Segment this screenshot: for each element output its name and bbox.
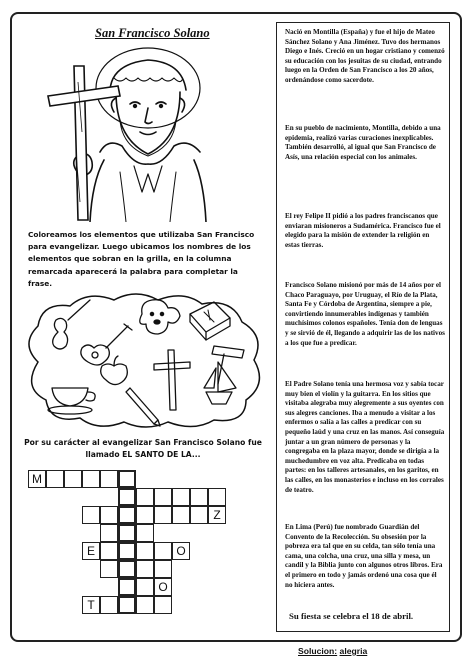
feast-day-text: Su fiesta se celebra el 18 de abril. — [289, 611, 414, 621]
grid-cell[interactable] — [136, 488, 154, 506]
grid-cell-highlight[interactable] — [118, 524, 136, 542]
page-title: San Francisco Solano — [95, 26, 210, 40]
grid-cell[interactable] — [190, 506, 208, 524]
bio-paragraph-lima: En Lima (Perú) fue nombrado Guardián del Convento de la Recolección. Su obsesión por la pobreza era tal que en su celda, tan sólo tenía una cama, una colcha, una cruz, una silla y mesa, un candil y la Biblia junto con algunos otros libros. Era el primero en todo y jamás ordenó una cosa que él no hiciera antes. — [285, 523, 443, 589]
grid-cell[interactable] — [100, 542, 118, 560]
grid-cell[interactable] — [100, 560, 118, 578]
grid-cell[interactable] — [172, 488, 190, 506]
caption-text: Por su carácter al evangelizar San Francisco Solano fue llamado EL SANTO DE LA... — [24, 438, 262, 459]
grid-cell-highlight[interactable] — [118, 578, 136, 596]
grid-cell-highlight[interactable] — [118, 506, 136, 524]
bio-paragraph-origin: Nació en Montilla (España) y fue el hijo de Mateo Sánchez Solano y Ana Jiménez. Tuvo dos hermanos Diego e Inés. Creció en un hogar cristiano y comenzó su educación con los jesuitas de su ciudad, entrando luego en la Orden de San Francisco a los 20 años, ordenándose como sacerdote. — [285, 28, 445, 84]
grid-cell[interactable]: O — [172, 542, 190, 560]
dog-icon — [140, 300, 180, 334]
grid-cell[interactable]: T — [82, 596, 100, 614]
grid-cell[interactable] — [154, 560, 172, 578]
grid-cell[interactable]: O — [154, 578, 172, 596]
grid-cell[interactable] — [46, 470, 64, 488]
grid-cell-highlight[interactable] — [118, 542, 136, 560]
grid-cell[interactable] — [64, 470, 82, 488]
apple-icon — [101, 356, 128, 385]
bio-paragraph-healing: En su pueblo de nacimiento, Montilla, debido a una epidemia, realizó varias curaciones inexplicables. También desarrolló, al igual que San Francisco de Asís, una relación especial con los animales. — [285, 124, 441, 161]
grid-cell[interactable]: Z — [208, 506, 226, 524]
grid-cell[interactable] — [100, 524, 118, 542]
teacup-icon — [48, 388, 95, 414]
guitar-icon — [81, 324, 132, 365]
bio-paragraph-mission: El rey Felipe II pidió a los padres franciscanos que enviaran misioneros a Sudamérica. Francisco fue el elegido para la misión de extender la religión en estas tierras. — [285, 212, 441, 249]
cross-icon — [154, 350, 190, 410]
grid-cell-highlight[interactable] — [118, 596, 136, 614]
bio-paragraph-travels: Francisco Solano misionó por más de 14 años por el Chaco Paraguayo, por Uruguay, el Río de la Plata, Santa Fe y Córdoba de Argentina, siempre a pie, convirtiendo innumerables indígenas y también muchísimos colonos españoles. Tenía don de lenguas y se sirvió de él, llegando a adquirir las de los nativos a los que fue a predicar. — [285, 281, 445, 347]
grid-cell[interactable] — [154, 488, 172, 506]
grid-cell[interactable] — [100, 506, 118, 524]
grid-cell[interactable] — [136, 506, 154, 524]
grid-cell[interactable] — [100, 470, 118, 488]
grid-cell[interactable] — [190, 488, 208, 506]
grid-cell[interactable] — [154, 506, 172, 524]
grid-cell[interactable] — [82, 506, 100, 524]
grid-cell[interactable] — [136, 542, 154, 560]
hammer-icon — [212, 346, 244, 384]
solution-line — [298, 646, 367, 656]
grid-cell[interactable] — [82, 470, 100, 488]
grid-cell[interactable]: M — [28, 470, 46, 488]
solution-word: alegria — [339, 646, 368, 656]
grid-cell[interactable] — [136, 524, 154, 542]
grid-cell[interactable] — [208, 488, 226, 506]
instructions-text: Coloreamos los elementos que utilizaba San Francisco para evangelizar. Luego ubicamos los nombres de los elementos que sobran en la grilla, en la columna remarcada aparecerá la palabra para completar la frase. — [28, 230, 255, 288]
items-cloud — [18, 292, 268, 430]
pencil-icon — [126, 388, 160, 426]
grid-cell[interactable]: E — [82, 542, 100, 560]
saint-portrait — [30, 42, 255, 222]
grid-cell[interactable] — [136, 596, 154, 614]
grid-cell-highlight[interactable] — [118, 560, 136, 578]
grid-cell[interactable] — [154, 542, 172, 560]
sailboat-icon — [204, 362, 236, 404]
bio-paragraph-music: El Padre Solano tenía una hermosa voz y sabía tocar muy bien el violín y la guitarra. En los sitios que visitaba alegraba muy alegremente a sus oyentes con sus alegres canciones. Iba a menudo a visitar a los enfermos o salía a las calles a predicar con su pequeño laúd y una cruz en las manos. Así conseguía juntar a un gran número de personas y la congregaba en la plaza mayor, donde se dirigía a la muchedumbre en voz alta. Predicaba en todas partes: en los talleres artesanales, en los garitos, en las calles, en los monasterios e incluso en los corrales de teatro. — [285, 380, 445, 494]
violin-icon — [53, 300, 90, 349]
grid-cell[interactable] — [136, 578, 154, 596]
grid-cell[interactable] — [172, 506, 190, 524]
bible-icon — [190, 302, 230, 340]
grid-cell[interactable] — [136, 560, 154, 578]
grid-cell[interactable] — [100, 596, 118, 614]
grid-cell[interactable] — [154, 596, 172, 614]
grid-cell-highlight[interactable] — [118, 470, 136, 488]
grid-cell-highlight[interactable] — [118, 488, 136, 506]
solution-label: Solucion: — [298, 646, 338, 656]
